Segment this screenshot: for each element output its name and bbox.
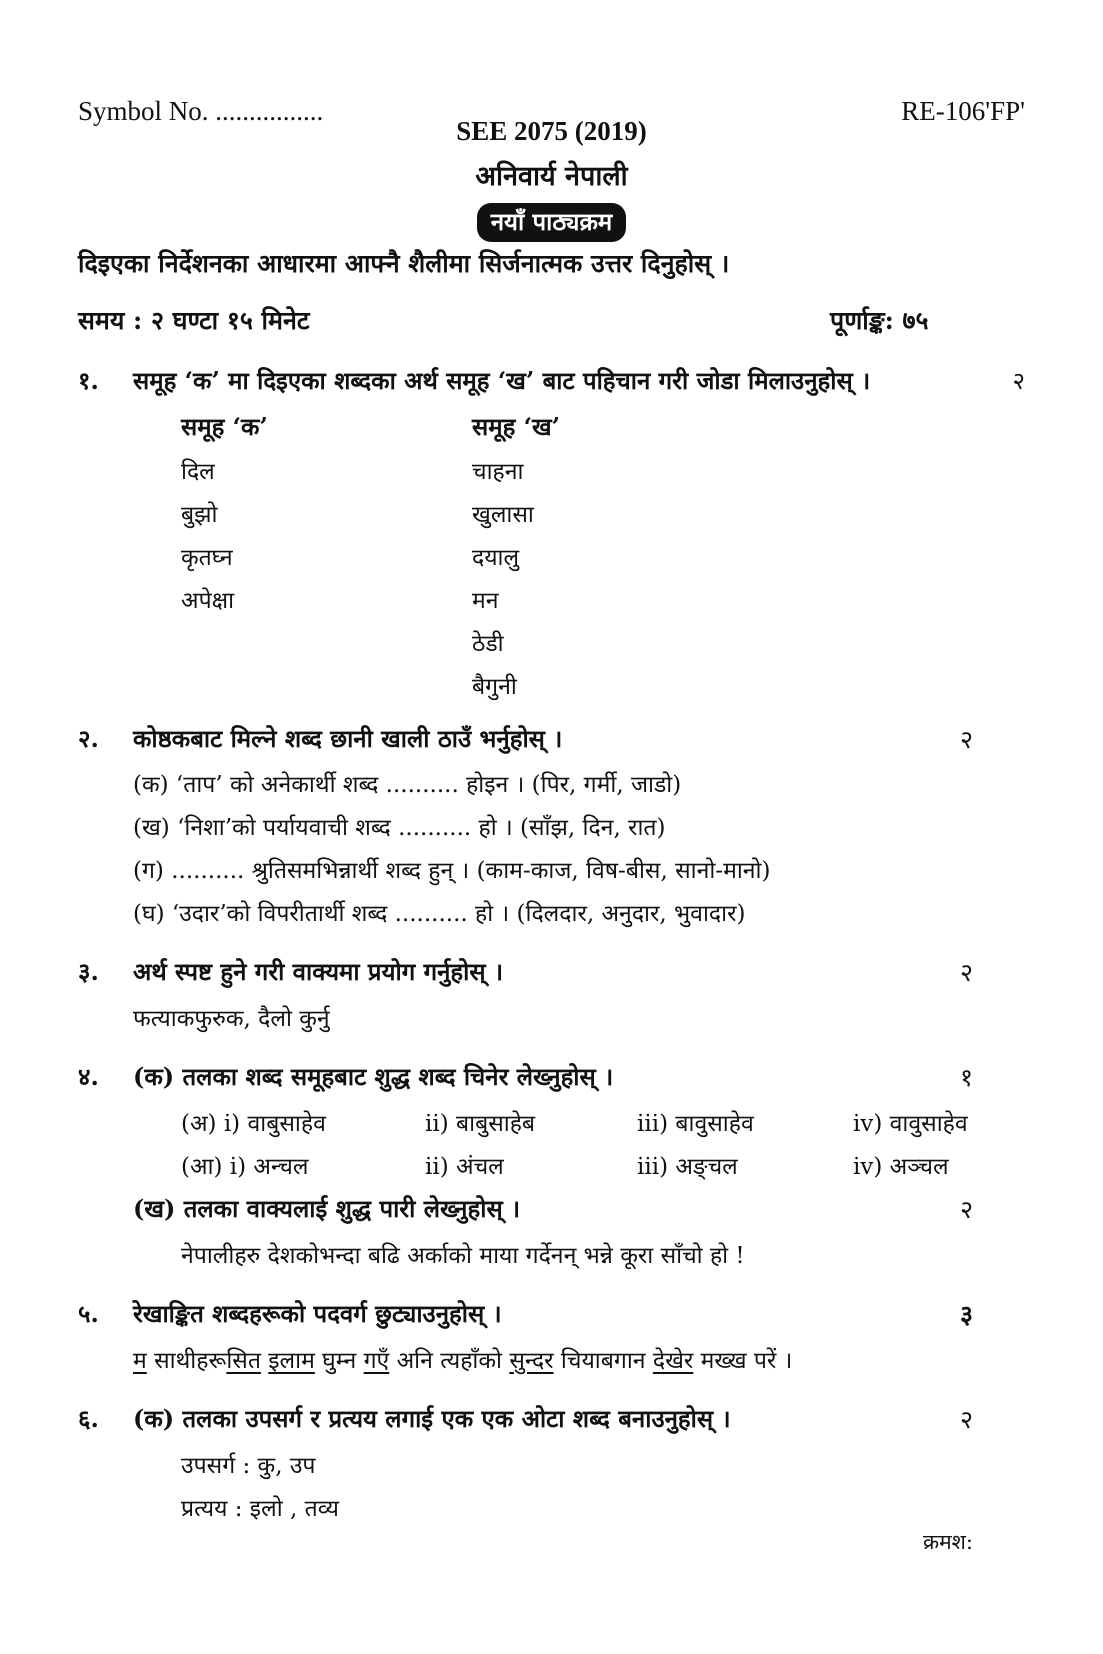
q2-marks: २ [959,725,973,754]
q5-number: ५. [78,1299,99,1328]
q6-prefix: उपसर्ग : कु, उप [181,1453,316,1479]
sentence-part: अनि त्यहाँको [389,1348,510,1374]
exam-title: SEE 2075 (2019) [456,116,647,146]
q4-option: ii) बाबुसाहेब [425,1111,536,1137]
q1-group-a-item: कृतघ्न [181,545,233,571]
q3-words: फत्याकफुरुक, दैलो कुर्नु [133,1006,330,1032]
underlined-word: देखेर [652,1348,694,1374]
continued-note: क्रमश: [922,1530,973,1554]
q1-group-b-item: खुलासा [472,502,534,528]
time-allowed: समय : २ घण्टा १५ मिनेट [78,306,310,335]
underlined-word: म [133,1348,147,1374]
q2-item: (क) ‘ताप’ को अनेकार्थी शब्द .......... होइन । (पिर, गर्मी, जाडो) [133,772,682,798]
q1-group-a-item: अपेक्षा [181,588,235,614]
underlined-word: सित [226,1348,261,1374]
q1-group-b-item: ठेडी [472,631,504,657]
full-marks: पूर्णाङ्क: ७५ [830,306,929,335]
underlined-word: इलाम [268,1348,315,1374]
q4a-marks: १ [959,1063,973,1092]
sentence-part: साथीहरू [146,1348,227,1374]
q4-option: iii) बावुसाहेव [637,1111,754,1137]
q4b-marks: २ [959,1195,973,1224]
q1-number: १. [78,366,99,395]
q2-item: (ग) .......... श्रुतिसमभिन्नार्थी शब्द हुन् । (काम-काज, विष-बीस, सानो-मानो) [133,858,771,884]
q6-marks: २ [959,1405,973,1434]
q2-text: कोष्ठकबाट मिल्ने शब्द छानी खाली ठाउँ भर्नुहोस् । [133,724,563,753]
general-instruction: दिइएका निर्देशनका आधारमा आफ्नै शैलीमा सिर्जनात्मक उत्तर दिनुहोस् । [78,249,730,278]
paper-code: RE-106'FP' [901,96,1025,126]
q4a-text: (क) तलका शब्द समूहबाट शुद्ध शब्द चिनेर लेख्नुहोस् । [133,1062,614,1091]
q1-group-b-item: बैगुनी [472,674,517,700]
q3-text: अर्थ स्पष्ट हुने गरी वाक्यमा प्रयोग गर्नुहोस् । [133,957,504,986]
q2-item: (घ) ‘उदार’को विपरीतार्थी शब्द .......... हो । (दिलदार, अनुदार, भुवादार) [133,901,746,927]
sentence-part: चियाबगान [553,1348,653,1374]
q1-group-b-heading: समूह ‘ख’ [472,412,561,441]
q2-item: (ख) ‘निशा’को पर्यायवाची शब्द .......... हो । (साँझ, दिन, रात) [133,815,666,841]
q4-option: (आ) i) अन्चल [181,1154,309,1180]
q4-option: iv) अञ्चल [853,1154,949,1180]
q6-suffix: प्रत्यय : इलो , तव्य [181,1496,339,1522]
q5-sentence [133,1343,792,1375]
curriculum-badge: नयाँ पाठ्यक्रम [477,203,627,242]
q1-group-b-item: दयालु [472,545,520,571]
curriculum-badge-wrap [0,203,1103,242]
q4-option: iii) अङ्चल [637,1154,738,1180]
q4-number: ४. [78,1062,99,1091]
q4-option: (अ) i) वाबुसाहेव [181,1111,326,1137]
q4b-sentence: नेपालीहरु देशकोभन्दा बढि अर्काको माया गर्देनन् भन्ने कूरा साँचो हो ! [181,1243,745,1269]
underlined-word: सुन्दर [509,1348,554,1374]
q6-text: (क) तलका उपसर्ग र प्रत्यय लगाई एक एक ओटा शब्द बनाउनुहोस् । [133,1404,731,1433]
q4-option: iv) वावुसाहेव [853,1111,968,1137]
q2-number: २. [78,724,99,753]
q3-number: ३. [78,957,99,986]
q1-group-a-item: बुझो [181,502,218,528]
sentence-part: घुम्न [314,1348,364,1374]
q5-text: रेखाङ्कित शब्दहरूको पदवर्ग छुट्याउनुहोस् । [133,1299,502,1328]
subject-title: अनिवार्य नेपाली [475,161,628,192]
q4-option: ii) अंचल [425,1154,504,1180]
underlined-word: गएँ [363,1348,390,1374]
q3-marks: २ [959,958,973,987]
sentence-part: मख्ख परें । [693,1348,793,1374]
q1-group-b-item: चाहना [472,459,524,485]
q1-group-a-item: दिल [181,459,215,485]
q1-text: समूह ‘क’ मा दिइएका शब्दका अर्थ समूह ‘ख’ बाट पहिचान गरी जोडा मिलाउनुहोस् । [133,366,871,395]
q5-marks: ३ [959,1300,973,1329]
q1-group-b-item: मन [472,588,499,614]
symbol-number: Symbol No. ................ [78,96,324,126]
q1-marks: २ [1012,367,1025,395]
q6-number: ६. [78,1404,99,1433]
q4b-text: (ख) तलका वाक्यलाई शुद्ध पारी लेख्नुहोस् । [133,1194,521,1223]
q1-group-a-heading: समूह ‘क’ [181,412,268,441]
